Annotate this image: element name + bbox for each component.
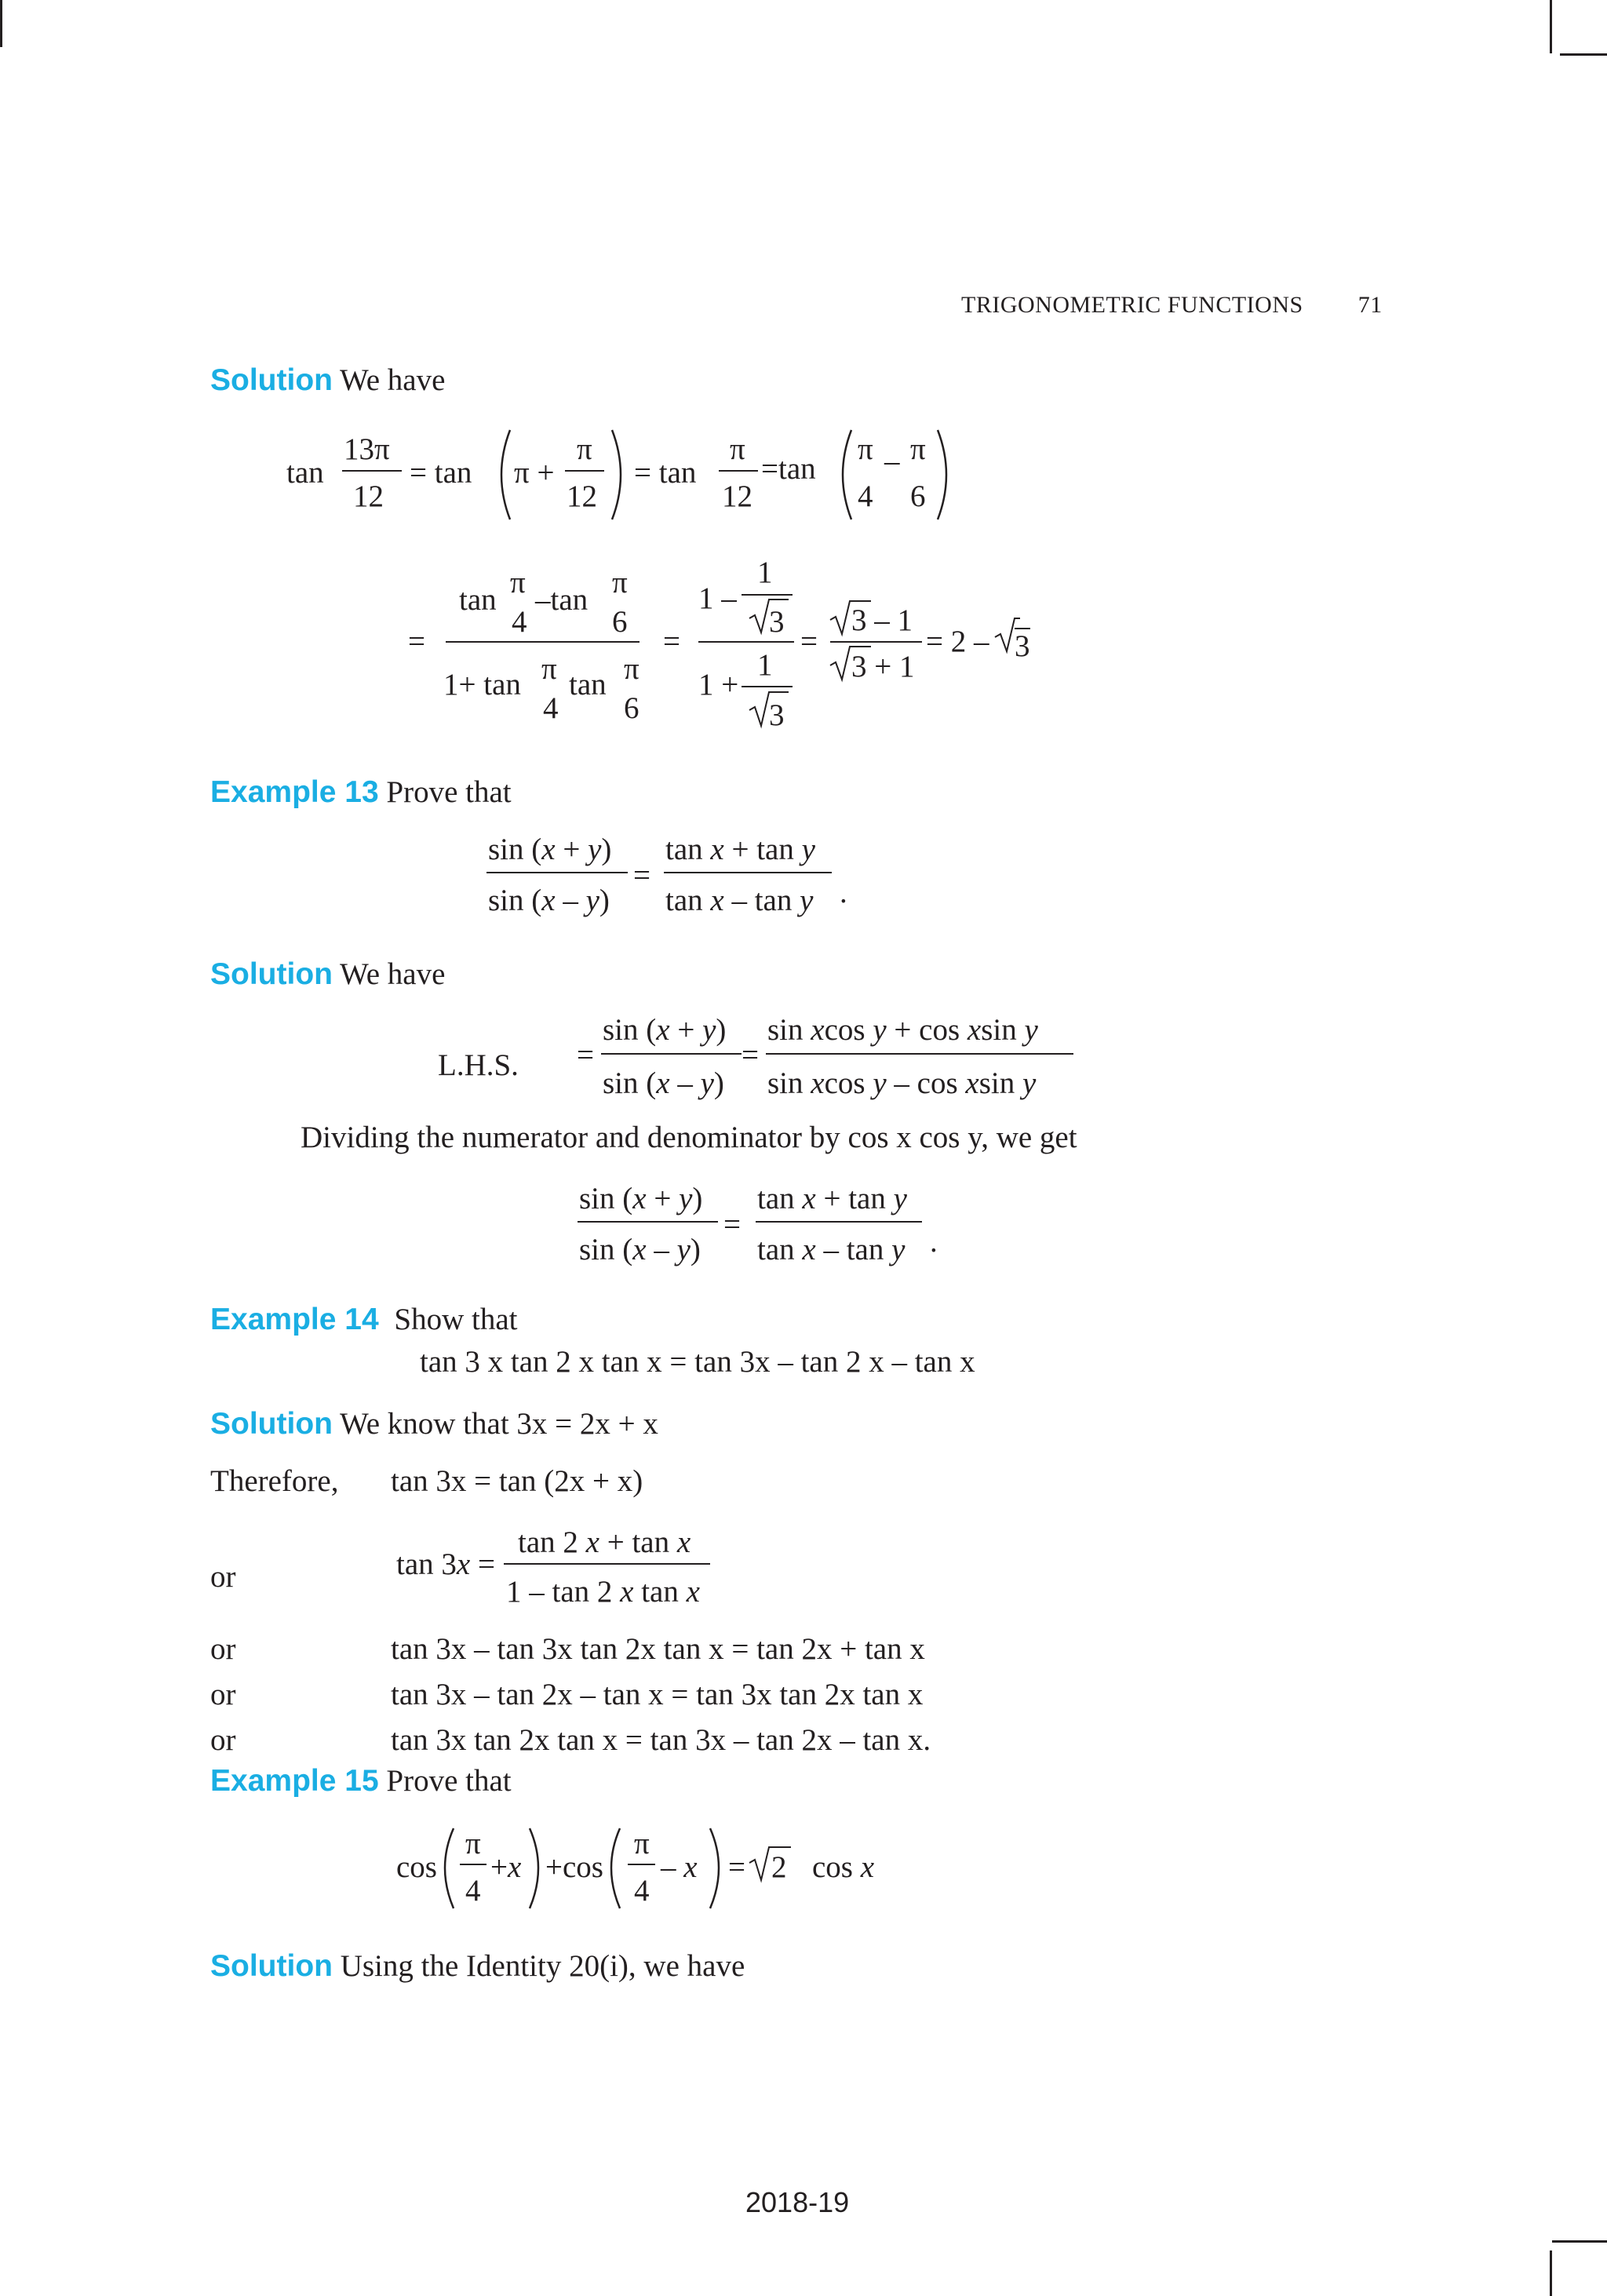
example-text: Show that [394,1303,518,1336]
crop-mark-top-left [0,0,2,47]
svg-text:tan 2 x + tan x: tan 2 x + tan x [518,1525,691,1559]
svg-text:.: . [930,1225,938,1259]
svg-text:–tan: –tan [535,583,589,617]
svg-text:=: = [577,1038,594,1072]
svg-text:π: π [910,432,926,466]
svg-text:sin (x + y): sin (x + y) [488,833,612,866]
svg-text:π: π [465,1827,481,1860]
solution-label: Solution [210,1407,333,1441]
svg-text:π: π [612,566,628,600]
svg-text:=: = [728,1850,745,1884]
step-4: tan 3x – tan 2x – tan x = tan 3x tan 2x tan x [391,1678,924,1711]
svg-text:= tan: = tan [634,456,697,490]
crop-mark-top-right-vertical [1550,0,1552,53]
svg-text:=: = [408,625,425,658]
equation-tan-3x-formula [392,1521,722,1615]
or-word: or [210,1632,236,1666]
solution-2-heading [210,959,445,989]
svg-text:+cos: +cos [545,1850,603,1884]
lhs-label: L.H.S. [438,1048,519,1082]
svg-text:– x: – x [661,1850,698,1884]
equation-example-15 [384,1813,902,1922]
svg-text:6: 6 [910,479,926,513]
svg-text:π: π [577,432,592,466]
svg-text:sin (x – y): sin (x – y) [579,1233,701,1266]
chapter-title: TRIGONOMETRIC FUNCTIONS [961,292,1303,318]
svg-text:π: π [730,432,745,466]
svg-text:1 – tan 2 x tan x: 1 – tan 2 x tan x [506,1575,700,1609]
svg-text:4: 4 [465,1874,481,1908]
svg-text:sin (x – y): sin (x – y) [488,884,610,917]
example-13-heading [210,777,512,807]
svg-text:1+ tan: 1+ tan [443,668,521,702]
svg-text:π: π [624,652,640,686]
dividing-sentence: Dividing the numerator and denominator by cos x cos y, we get [301,1121,1077,1154]
equation-tan-13pi-12 [0,408,1020,738]
or-word: or [210,1678,236,1711]
svg-text:= 2 –: = 2 – [926,625,989,658]
crop-mark-bottom-right-vertical [1550,2250,1552,2296]
svg-text:tan x + tan y: tan x + tan y [665,833,815,866]
solution-label: Solution [210,363,333,397]
crop-mark-top-right-horizontal [1560,53,1607,56]
svg-text:tan: tan [286,456,324,490]
therefore-word: Therefore, [210,1464,339,1498]
svg-text:cos: cos [396,1850,437,1884]
footer-year: 2018-19 [745,2186,850,2218]
solution-text: We have [340,957,446,991]
svg-text:1 –: 1 – [698,581,737,615]
svg-text:13π: 13π [344,432,390,466]
svg-text:6: 6 [612,605,628,639]
svg-text:tan: tan [459,583,497,617]
equation-result-13 [565,1173,957,1275]
svg-text:sin xcos y + cos xsin y: sin xcos y + cos xsin y [767,1013,1038,1047]
svg-text:sin xcos y – cos xsin y: sin xcos y – cos xsin y [767,1066,1037,1100]
step-1: tan 3x = tan (2x + x) [391,1464,643,1498]
svg-text:=tan: =tan [761,452,816,486]
solution-label: Solution [210,957,333,991]
solution-3-heading [210,1409,658,1439]
svg-text:12: 12 [353,479,384,513]
solution-text: We have [340,363,446,397]
step-5: tan 3x tan 2x tan x = tan 3x – tan 2x – tan x. [391,1723,931,1757]
solution-label: Solution [210,1949,333,1983]
svg-text:=: = [742,1038,759,1072]
svg-text:π: π [510,566,526,600]
svg-text:2: 2 [771,1850,787,1884]
svg-text:=: = [800,625,818,658]
svg-text:1 +: 1 + [698,668,739,702]
crop-mark-bottom-right-horizontal [1552,2240,1607,2243]
svg-text:12: 12 [722,479,752,513]
svg-text:3: 3 [769,698,785,732]
svg-text:4: 4 [512,605,527,639]
svg-text:4: 4 [858,479,873,513]
svg-text:3: 3 [769,605,785,639]
example-text: Prove that [386,1764,512,1798]
svg-text:= tan: = tan [410,456,472,490]
page-number: 71 [1357,292,1383,318]
step-3: tan 3x – tan 3x tan 2x tan x = tan 2x + tan x [391,1632,925,1666]
solution-text: We know that 3x = 2x + x [340,1407,658,1441]
or-word: or [210,1560,236,1594]
example-14-heading [210,1304,517,1335]
svg-text:tan x – tan y: tan x – tan y [757,1233,906,1266]
example-14-statement: tan 3 x tan 2 x tan x = tan 3x – tan 2 x – tan x [420,1345,975,1379]
svg-text:cos x: cos x [812,1850,875,1884]
solution-4-heading [210,1951,745,1981]
svg-text:π: π [858,432,873,466]
svg-text:tan x + tan y: tan x + tan y [757,1182,907,1215]
svg-text:.: . [840,876,847,909]
svg-text:1: 1 [757,648,773,682]
example-label: Example 13 [210,775,379,809]
svg-text:π +: π + [514,456,555,490]
svg-text:4: 4 [543,691,559,725]
sqrt3-tail: 3 [1015,629,1030,663]
svg-text:6: 6 [624,691,640,725]
svg-text:3 – 1: 3 – 1 [851,603,913,637]
equation-example-13 [471,824,863,926]
or-word: or [210,1723,236,1757]
svg-text:π: π [634,1827,650,1860]
svg-text:12: 12 [567,479,597,513]
svg-text:–: – [884,444,900,478]
equation-lhs-expansion [565,1008,1099,1110]
svg-text:3 + 1: 3 + 1 [851,650,915,683]
svg-text:=: = [663,625,680,658]
svg-text:tan: tan [569,668,607,702]
example-15-heading [210,1766,512,1796]
svg-text:=: = [723,1208,741,1241]
example-text: Prove that [386,775,512,809]
svg-text:+x: +x [490,1850,522,1884]
svg-text:4: 4 [634,1874,650,1908]
svg-text:sin (x + y): sin (x + y) [603,1013,727,1047]
svg-text:tan 3x =: tan 3x = [396,1547,495,1581]
example-label: Example 14 [210,1303,379,1336]
solution-text: Using the Identity 20(i), we have [340,1949,745,1983]
running-header [961,292,1383,319]
svg-text:tan x – tan y: tan x – tan y [665,884,814,917]
svg-text:1: 1 [757,556,773,589]
svg-text:sin (x + y): sin (x + y) [579,1182,703,1215]
solution-1-heading [210,365,445,395]
svg-text:sin (x – y): sin (x – y) [603,1066,724,1100]
svg-text:π: π [541,652,557,686]
example-label: Example 15 [210,1764,379,1798]
svg-text:=: = [633,858,650,892]
